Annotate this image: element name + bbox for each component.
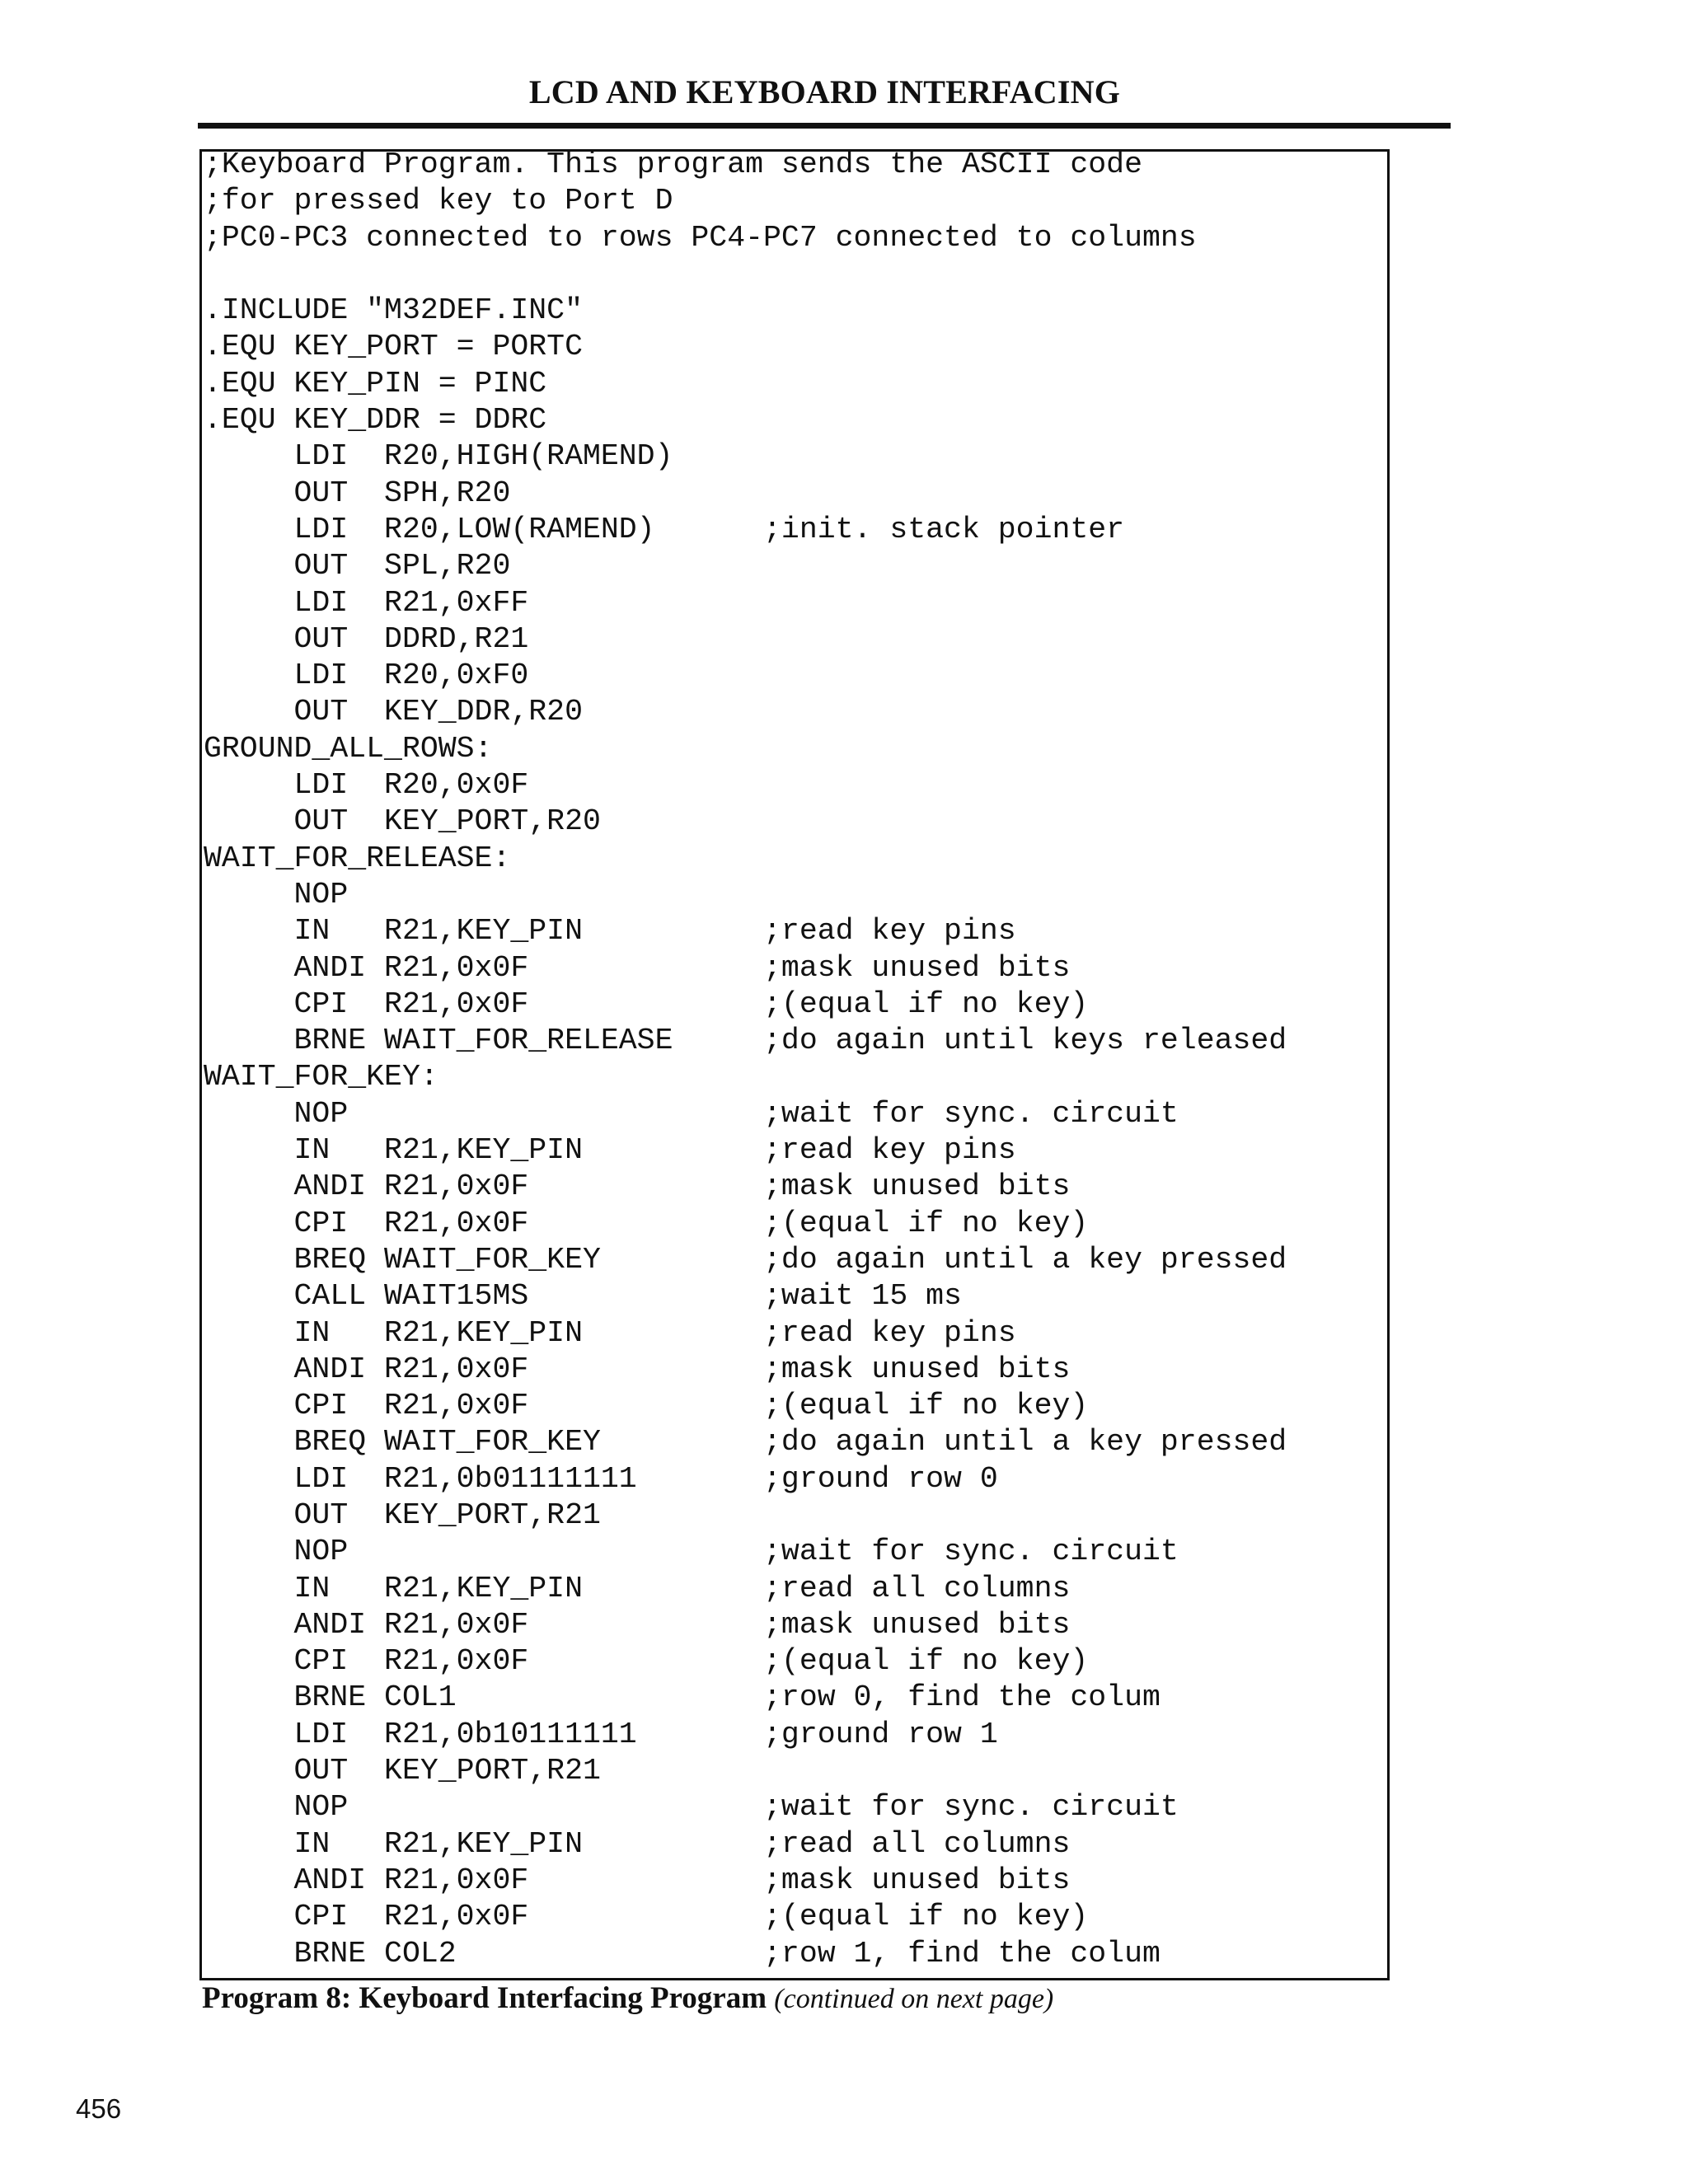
code-line: IN R21,KEY_PIN ;read key pins: [204, 1315, 1016, 1350]
code-line: BRNE WAIT_FOR_RELEASE ;do again until keys released: [204, 1024, 1287, 1058]
code-line: BREQ WAIT_FOR_KEY ;do again until a key pressed: [204, 1425, 1287, 1460]
code-line: ANDI R21,0x0F ;mask unused bits: [204, 1352, 1071, 1386]
caption-note: (continued on next page): [774, 1984, 1054, 2014]
code-line: IN R21,KEY_PIN ;read key pins: [204, 1133, 1016, 1168]
code-listing: [204, 147, 1287, 1972]
code-line: NOP ;wait for sync. circuit: [204, 1535, 1179, 1569]
code-line: BREQ WAIT_FOR_KEY ;do again until a key pressed: [204, 1242, 1287, 1277]
program-caption: [202, 1980, 1053, 2016]
code-line: CPI R21,0x0F ;(equal if no key): [204, 1389, 1089, 1423]
code-line: ;for pressed key to Port D: [204, 184, 673, 218]
code-line: LDI R20,HIGH(RAMEND): [204, 439, 673, 474]
code-line: ANDI R21,0x0F ;mask unused bits: [204, 950, 1071, 985]
code-line: NOP ;wait for sync. circuit: [204, 1096, 1179, 1131]
code-line: ANDI R21,0x0F ;mask unused bits: [204, 1607, 1071, 1642]
code-line: LDI R20,0x0F: [204, 768, 529, 803]
code-line: NOP: [204, 877, 349, 912]
code-line: LDI R21,0b01111111 ;ground row 0: [204, 1461, 998, 1496]
code-line: OUT KEY_DDR,R20: [204, 695, 583, 729]
code-line: NOP ;wait for sync. circuit: [204, 1790, 1179, 1825]
code-line: .INCLUDE "M32DEF.INC": [204, 293, 583, 328]
code-line: CPI R21,0x0F ;(equal if no key): [204, 1900, 1089, 1934]
code-line: CALL WAIT15MS ;wait 15 ms: [204, 1279, 962, 1314]
code-line: OUT DDRD,R21: [204, 621, 529, 656]
code-line: IN R21,KEY_PIN ;read key pins: [204, 914, 1016, 949]
code-line: OUT KEY_PORT,R21: [204, 1754, 601, 1788]
code-line: CPI R21,0x0F ;(equal if no key): [204, 1206, 1089, 1240]
code-line: ANDI R21,0x0F ;mask unused bits: [204, 1863, 1071, 1897]
header-rule: [198, 123, 1451, 129]
code-line: OUT SPH,R20: [204, 476, 511, 510]
code-line: [204, 256, 1287, 293]
code-line: WAIT_FOR_RELEASE:: [204, 841, 511, 875]
code-line: OUT KEY_PORT,R20: [204, 804, 601, 839]
code-line: ;Keyboard Program. This program sends the ASCII code: [204, 148, 1142, 181]
code-line: BRNE COL2 ;row 1, find the colum: [204, 1936, 1160, 1971]
code-line: CPI R21,0x0F ;(equal if no key): [204, 987, 1089, 1021]
code-line: LDI R21,0b10111111 ;ground row 1: [204, 1717, 998, 1751]
code-line: WAIT_FOR_KEY:: [204, 1060, 438, 1094]
code-line: IN R21,KEY_PIN ;read all columns: [204, 1571, 1071, 1605]
code-line: ANDI R21,0x0F ;mask unused bits: [204, 1169, 1071, 1204]
code-line: LDI R21,0xFF: [204, 585, 529, 620]
code-line: .EQU KEY_PIN = PINC: [204, 366, 547, 401]
code-line: BRNE COL1 ;row 0, find the colum: [204, 1680, 1160, 1715]
code-line: ;PC0-PC3 connected to rows PC4-PC7 connected to columns: [204, 220, 1197, 255]
code-line: .EQU KEY_PORT = PORTC: [204, 330, 583, 364]
running-head: LCD AND KEYBOARD INTERFACING: [528, 73, 1121, 110]
page-number: 456: [76, 2093, 122, 2124]
caption-label: Program 8: Keyboard Interfacing Program: [202, 1981, 767, 2015]
code-line: OUT KEY_PORT,R21: [204, 1497, 601, 1532]
code-line: GROUND_ALL_ROWS:: [204, 731, 493, 766]
code-line: LDI R20,0xF0: [204, 658, 529, 693]
code-line: .EQU KEY_DDR = DDRC: [204, 403, 547, 438]
code-line: LDI R20,LOW(RAMEND) ;init. stack pointer: [204, 512, 1125, 546]
code-line: OUT SPL,R20: [204, 549, 511, 583]
code-line: CPI R21,0x0F ;(equal if no key): [204, 1644, 1089, 1679]
code-line: IN R21,KEY_PIN ;read all columns: [204, 1826, 1071, 1861]
